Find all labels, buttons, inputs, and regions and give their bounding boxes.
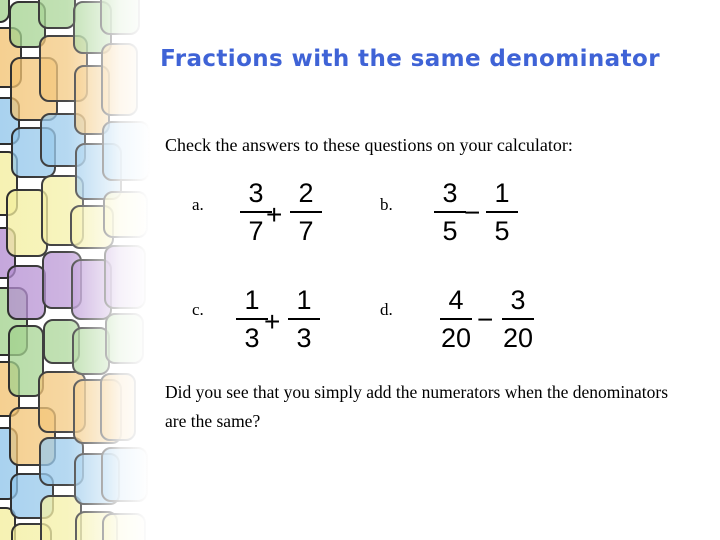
numerator: 4 xyxy=(448,285,464,315)
fraction-bar xyxy=(288,318,320,320)
numerator: 3 xyxy=(442,178,458,208)
numerator: 3 xyxy=(248,178,264,208)
denominator: 3 xyxy=(244,322,260,353)
question-label-d: d. xyxy=(380,300,393,319)
question-label-c: c. xyxy=(192,300,204,319)
operator: − xyxy=(477,304,494,335)
operator: + xyxy=(266,199,283,230)
fraction-bar xyxy=(486,211,518,213)
numerator: 2 xyxy=(298,178,314,208)
fraction-right xyxy=(284,285,324,353)
denominator: 3 xyxy=(296,322,312,353)
closing-question: Did you see that you simply add the numerators when the denominators are the same? xyxy=(165,382,669,431)
page-title: Fractions with the same denominator xyxy=(160,46,660,72)
denominator: 7 xyxy=(248,215,264,246)
denominator: 5 xyxy=(442,215,458,246)
fraction-left xyxy=(436,285,476,353)
denominator: 5 xyxy=(494,215,510,246)
fraction-right xyxy=(286,178,326,246)
fraction-right xyxy=(482,178,522,246)
numerator: 3 xyxy=(510,285,526,315)
fraction-bar xyxy=(434,211,466,213)
fraction-right xyxy=(498,285,538,353)
operator: + xyxy=(264,306,281,337)
intro-text: Check the answers to these questions on your calculator: xyxy=(165,135,573,155)
decorative-border xyxy=(0,0,150,540)
question-label-a: a. xyxy=(192,195,204,214)
numerator: 1 xyxy=(494,178,510,208)
denominator: 20 xyxy=(502,322,534,353)
denominator: 20 xyxy=(440,322,472,353)
numerator: 1 xyxy=(244,285,260,315)
numerator: 1 xyxy=(296,285,312,315)
denominator: 7 xyxy=(298,215,314,246)
fraction-bar xyxy=(290,211,322,213)
question-label-b: b. xyxy=(380,195,393,214)
fraction-bar xyxy=(502,318,534,320)
fraction-bar xyxy=(440,318,472,320)
operator: − xyxy=(464,197,481,228)
